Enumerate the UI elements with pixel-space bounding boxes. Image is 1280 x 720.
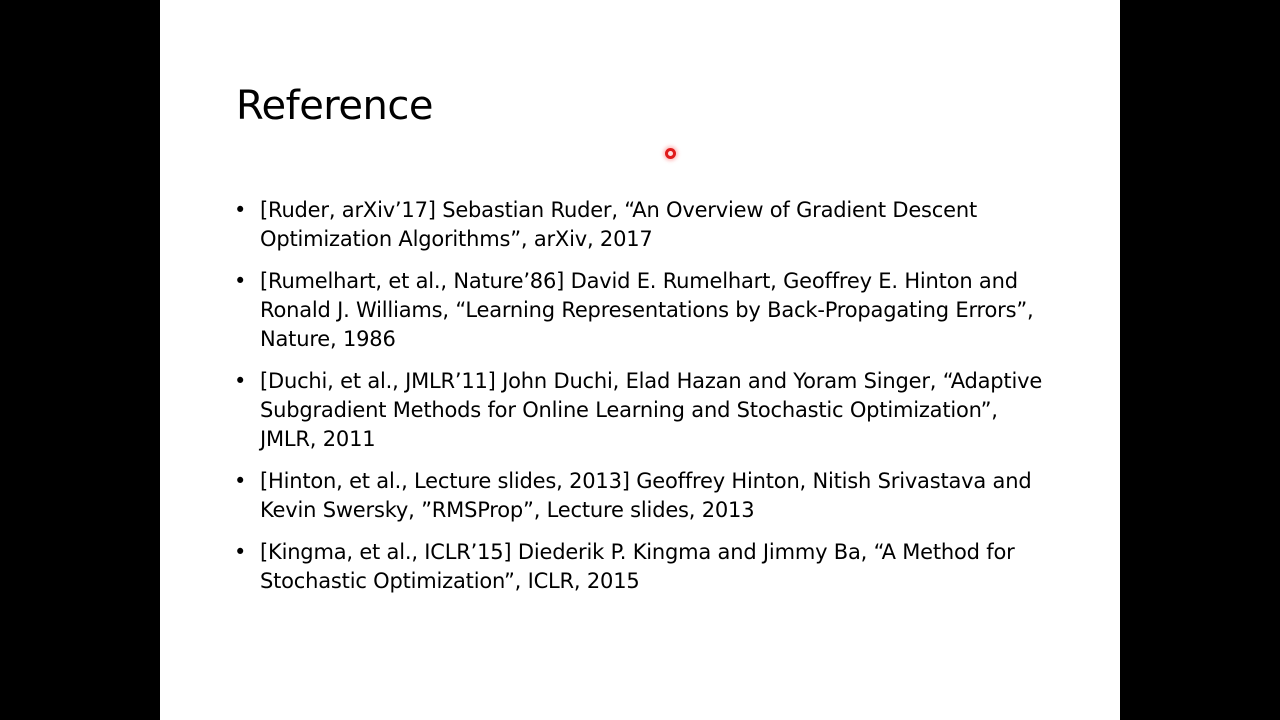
reference-text: [Ruder, arXiv’17] Sebastian Ruder, “An Overview of Gradient Descent Optimization Algorithms”, arXiv, 2017 — [260, 198, 978, 251]
reference-item — [232, 267, 1052, 354]
bullet-icon: • — [234, 269, 247, 293]
bullet-icon: • — [234, 540, 247, 564]
slide-title: Reference — [236, 83, 433, 129]
bullet-icon: • — [234, 369, 247, 393]
reference-list — [232, 196, 1052, 609]
reference-text: [Kingma, et al., ICLR’15] Diederik P. Kingma and Jimmy Ba, “A Method for Stochastic Optimization”, ICLR, 2015 — [260, 540, 1015, 593]
reference-item — [232, 196, 1052, 254]
reference-item — [232, 467, 1052, 525]
bullet-icon: • — [234, 469, 247, 493]
reference-text: [Rumelhart, et al., Nature’86] David E. Rumelhart, Geoffrey E. Hinton and Ronald J. Williams, “Learning Representations by Back-Propagating Errors”, Nature, 1986 — [260, 269, 1034, 351]
reference-item — [232, 538, 1052, 596]
bullet-icon: • — [234, 198, 247, 222]
slide — [160, 0, 1120, 720]
reference-text: [Hinton, et al., Lecture slides, 2013] Geoffrey Hinton, Nitish Srivastava and Kevin Swersky, ”RMSProp”, Lecture slides, 2013 — [260, 469, 1032, 522]
reference-item — [232, 367, 1052, 454]
reference-text: [Duchi, et al., JMLR’11] John Duchi, Elad Hazan and Yoram Singer, “Adaptive Subgradient Methods for Online Learning and Stochastic Optimization”, JMLR, 2011 — [260, 369, 1043, 451]
laser-pointer-icon — [665, 148, 676, 159]
